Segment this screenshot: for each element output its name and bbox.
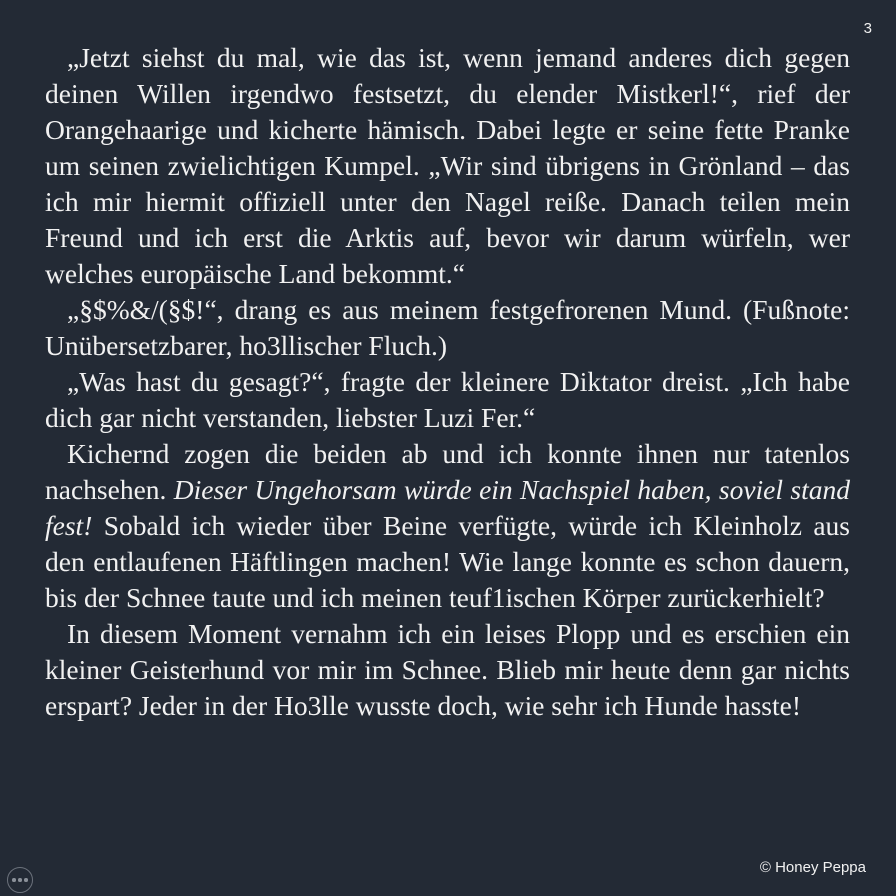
page-number: 3 [863, 20, 872, 37]
text-segment: Kichernd zogen die beiden ab und ich konnte ihnen nur tatenlos nachsehen. [45, 438, 850, 505]
paragraph [45, 364, 850, 436]
more-horizontal-icon [12, 878, 16, 882]
copyright-notice: © Honey Peppa [759, 859, 866, 876]
paragraph [45, 292, 850, 364]
more-horizontal-icon [18, 878, 22, 882]
paragraph [45, 436, 850, 616]
page-text [45, 40, 850, 724]
text-segment: Sobald ich wieder über Beine verfügte, würde ich Kleinholz aus den entlaufenen Häftlingen machen! Wie lange konnte es schon dauern, bis der Schnee taute und ich meinen teuf1ischen Körper zurückerhielt? [45, 510, 850, 613]
paragraph [45, 616, 850, 724]
text-segment: „Jetzt siehst du mal, wie das ist, wenn jemand anderes dich gegen deinen Willen irgendwo festsetzt, du elender Mistkerl!“, rief der Orangehaarige und kicherte hämisch. Dabei legte er seine fette Pranke um seinen zwielichtigen Kumpel. „Wir sind übrigens in Grönland – das ich mir hiermit offiziell unter den Nagel reiße. Danach teilen mein Freund und ich erst die Arktis auf, bevor wir darum würfeln, wer welches europäische Land bekommt.“ [45, 42, 850, 289]
text-segment: In diesem Moment vernahm ich ein leises Plopp und es erschien ein kleiner Geisterhund vor mir im Schnee. Blieb mir heute denn gar nichts erspart? Jeder in der Ho3lle wusste doch, wie sehr ich Hunde hasste! [45, 618, 850, 721]
paragraph [45, 40, 850, 292]
text-segment: „Was hast du gesagt?“, fragte der kleinere Diktator dreist. „Ich habe dich gar nicht verstanden, liebster Luzi Fer.“ [45, 366, 850, 433]
italic-text-segment: Dieser Ungehorsam würde ein Nachspiel haben, soviel stand fest! [45, 474, 851, 541]
more-options-button[interactable] [7, 867, 33, 893]
text-segment: „§$%&/(§$!“, drang es aus meinem festgefrorenen Mund. (Fußnote: Unübersetzbarer, ho3llischer Fluch.) [45, 294, 850, 361]
more-horizontal-icon [24, 878, 28, 882]
